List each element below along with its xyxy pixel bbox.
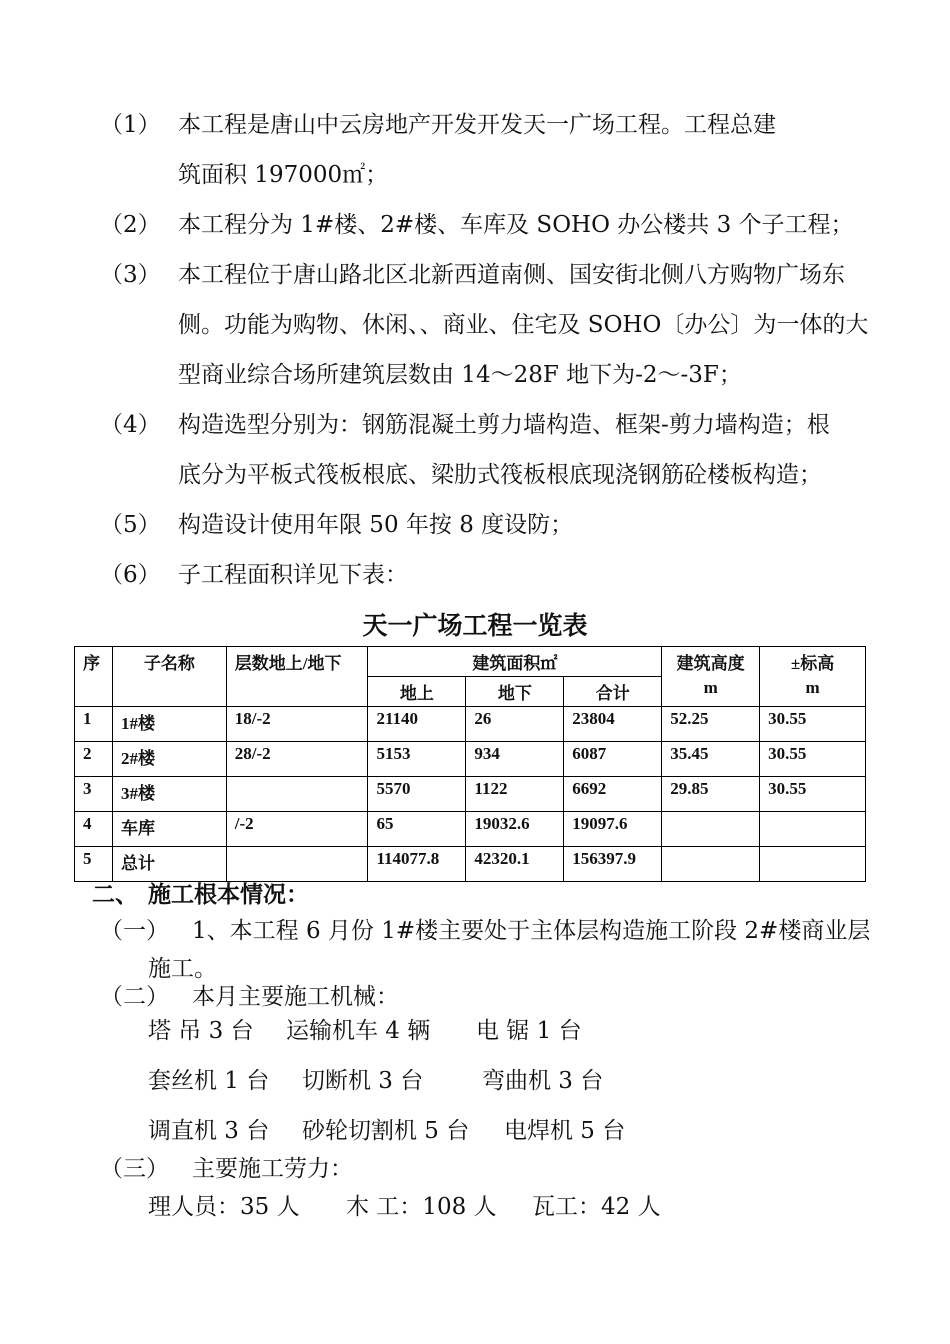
cell-floors: /-2 [226, 812, 368, 847]
header-seq: 序 [75, 647, 113, 707]
cell-total: 6692 [564, 777, 662, 812]
section-heading: 施工根本情况： [148, 882, 309, 908]
item-number: （5） [100, 512, 161, 538]
machine-item: 套丝机 1 台 [148, 1068, 270, 1094]
subsection-text: 施工。 [148, 956, 217, 982]
cell-name: 1#楼 [112, 707, 226, 742]
header-elev [760, 647, 866, 707]
item-text: 构造设计使用年限 50 年按 8 度设防； [178, 512, 574, 538]
item-text: 本工程是唐山中云房地产开发开发天一广场工程。工程总建 [178, 112, 776, 138]
cell-total: 156397.9 [564, 847, 662, 882]
cell-above: 65 [368, 812, 466, 847]
subsection-text: 1、本工程 6 月份 1#楼主要处于主体层构造施工阶段 2#楼商业层 [192, 918, 871, 944]
header-elev-label: ±标高 [790, 654, 835, 673]
header-height-label: 建筑高度 [676, 654, 745, 673]
cell-below: 26 [466, 707, 564, 742]
item-text: 本工程分为 1#楼、2#楼、车库及 SOHO 办公楼共 3 个子工程； [178, 212, 854, 238]
machine-item: 切断机 3 台 [302, 1068, 424, 1094]
cell-total: 23804 [564, 707, 662, 742]
labor-item: 木 工：108 人 [346, 1194, 497, 1220]
subsection-number: （一） [100, 918, 169, 944]
item-text: 底分为平板式筏板根底、梁肋式筏板根底现浇钢筋砼楼板构造； [178, 462, 822, 488]
subsection-number: （二） [100, 984, 169, 1010]
header-above: 地上 [368, 677, 466, 707]
cell-floors: 28/-2 [226, 742, 368, 777]
item-text: 本工程位于唐山路北区北新西道南侧、国安街北侧八方购物广场东 [178, 262, 845, 288]
header-floors: 层数地上/地下 [226, 647, 368, 707]
cell-seq: 2 [75, 742, 113, 777]
table-row [75, 812, 866, 847]
cell-total: 19097.6 [564, 812, 662, 847]
cell-height: 35.45 [662, 742, 760, 777]
item-number: （6） [100, 562, 161, 588]
cell-seq: 1 [75, 707, 113, 742]
cell-floors [226, 777, 368, 812]
cell-below: 1122 [466, 777, 564, 812]
machine-item: 电 锯 1 台 [476, 1018, 582, 1044]
project-table [74, 646, 866, 882]
cell-above: 114077.8 [368, 847, 466, 882]
cell-height: 52.25 [662, 707, 760, 742]
item-text: 型商业综合场所建筑层数由 14～28F 地下为-2～-3F； [178, 362, 742, 388]
cell-elev: 30.55 [760, 707, 866, 742]
machine-item: 塔 吊 3 台 [148, 1018, 254, 1044]
cell-elev: 30.55 [760, 742, 866, 777]
cell-height [662, 847, 760, 882]
subsection-title: 本月主要施工机械： [192, 984, 399, 1010]
item-number: （1） [100, 112, 161, 138]
cell-below: 19032.6 [466, 812, 564, 847]
machine-item: 调直机 3 台 [148, 1118, 270, 1144]
header-height [662, 647, 760, 707]
item-number: （2） [100, 212, 161, 238]
labor-item: 理人员：35 人 [148, 1194, 300, 1220]
cell-above: 5153 [368, 742, 466, 777]
item-text: 侧。功能为购物、休闲、、商业、住宅及 SOHO〔办公〕为一体的大 [178, 312, 869, 338]
cell-elev: 30.55 [760, 777, 866, 812]
section-heading-number: 二、 [92, 882, 138, 908]
item-text: 子工程面积详见下表： [178, 562, 408, 588]
cell-above: 5570 [368, 777, 466, 812]
table-row [75, 742, 866, 777]
item-text: 筑面积 197000㎡； [178, 162, 389, 188]
machine-item: 电焊机 5 台 [504, 1118, 626, 1144]
header-below: 地下 [466, 677, 564, 707]
cell-elev [760, 812, 866, 847]
item-text: 构造选型分别为：钢筋混凝土剪力墙构造、框架-剪力墙构造；根 [178, 412, 830, 438]
cell-above: 21140 [368, 707, 466, 742]
cell-name: 车库 [112, 812, 226, 847]
subsection-title: 主要施工劳力： [192, 1156, 353, 1182]
header-elev-unit: m [805, 678, 820, 697]
header-height-unit: m [703, 678, 718, 697]
machine-item: 弯曲机 3 台 [482, 1068, 604, 1094]
item-number: （4） [100, 412, 161, 438]
cell-name: 2#楼 [112, 742, 226, 777]
cell-seq: 3 [75, 777, 113, 812]
item-number: （3） [100, 262, 161, 288]
cell-floors: 18/-2 [226, 707, 368, 742]
table-title: 天一广场工程一览表 [362, 611, 588, 640]
header-name: 子名称 [112, 647, 226, 707]
cell-seq: 4 [75, 812, 113, 847]
header-total: 合计 [564, 677, 662, 707]
table-row [75, 707, 866, 742]
cell-name: 3#楼 [112, 777, 226, 812]
cell-elev [760, 847, 866, 882]
table-row [75, 777, 866, 812]
table-row [75, 847, 866, 882]
machine-item: 运输机车 4 辆 [286, 1018, 431, 1044]
machine-item: 砂轮切割机 5 台 [302, 1118, 470, 1144]
cell-seq: 5 [75, 847, 113, 882]
table-header-row [75, 647, 866, 677]
cell-name: 总计 [112, 847, 226, 882]
cell-total: 6087 [564, 742, 662, 777]
cell-height: 29.85 [662, 777, 760, 812]
subsection-number: （三） [100, 1156, 169, 1182]
cell-height [662, 812, 760, 847]
header-area: 建筑面积㎡ [368, 647, 662, 677]
cell-below: 42320.1 [466, 847, 564, 882]
labor-item: 瓦工：42 人 [532, 1194, 661, 1220]
cell-floors [226, 847, 368, 882]
cell-below: 934 [466, 742, 564, 777]
